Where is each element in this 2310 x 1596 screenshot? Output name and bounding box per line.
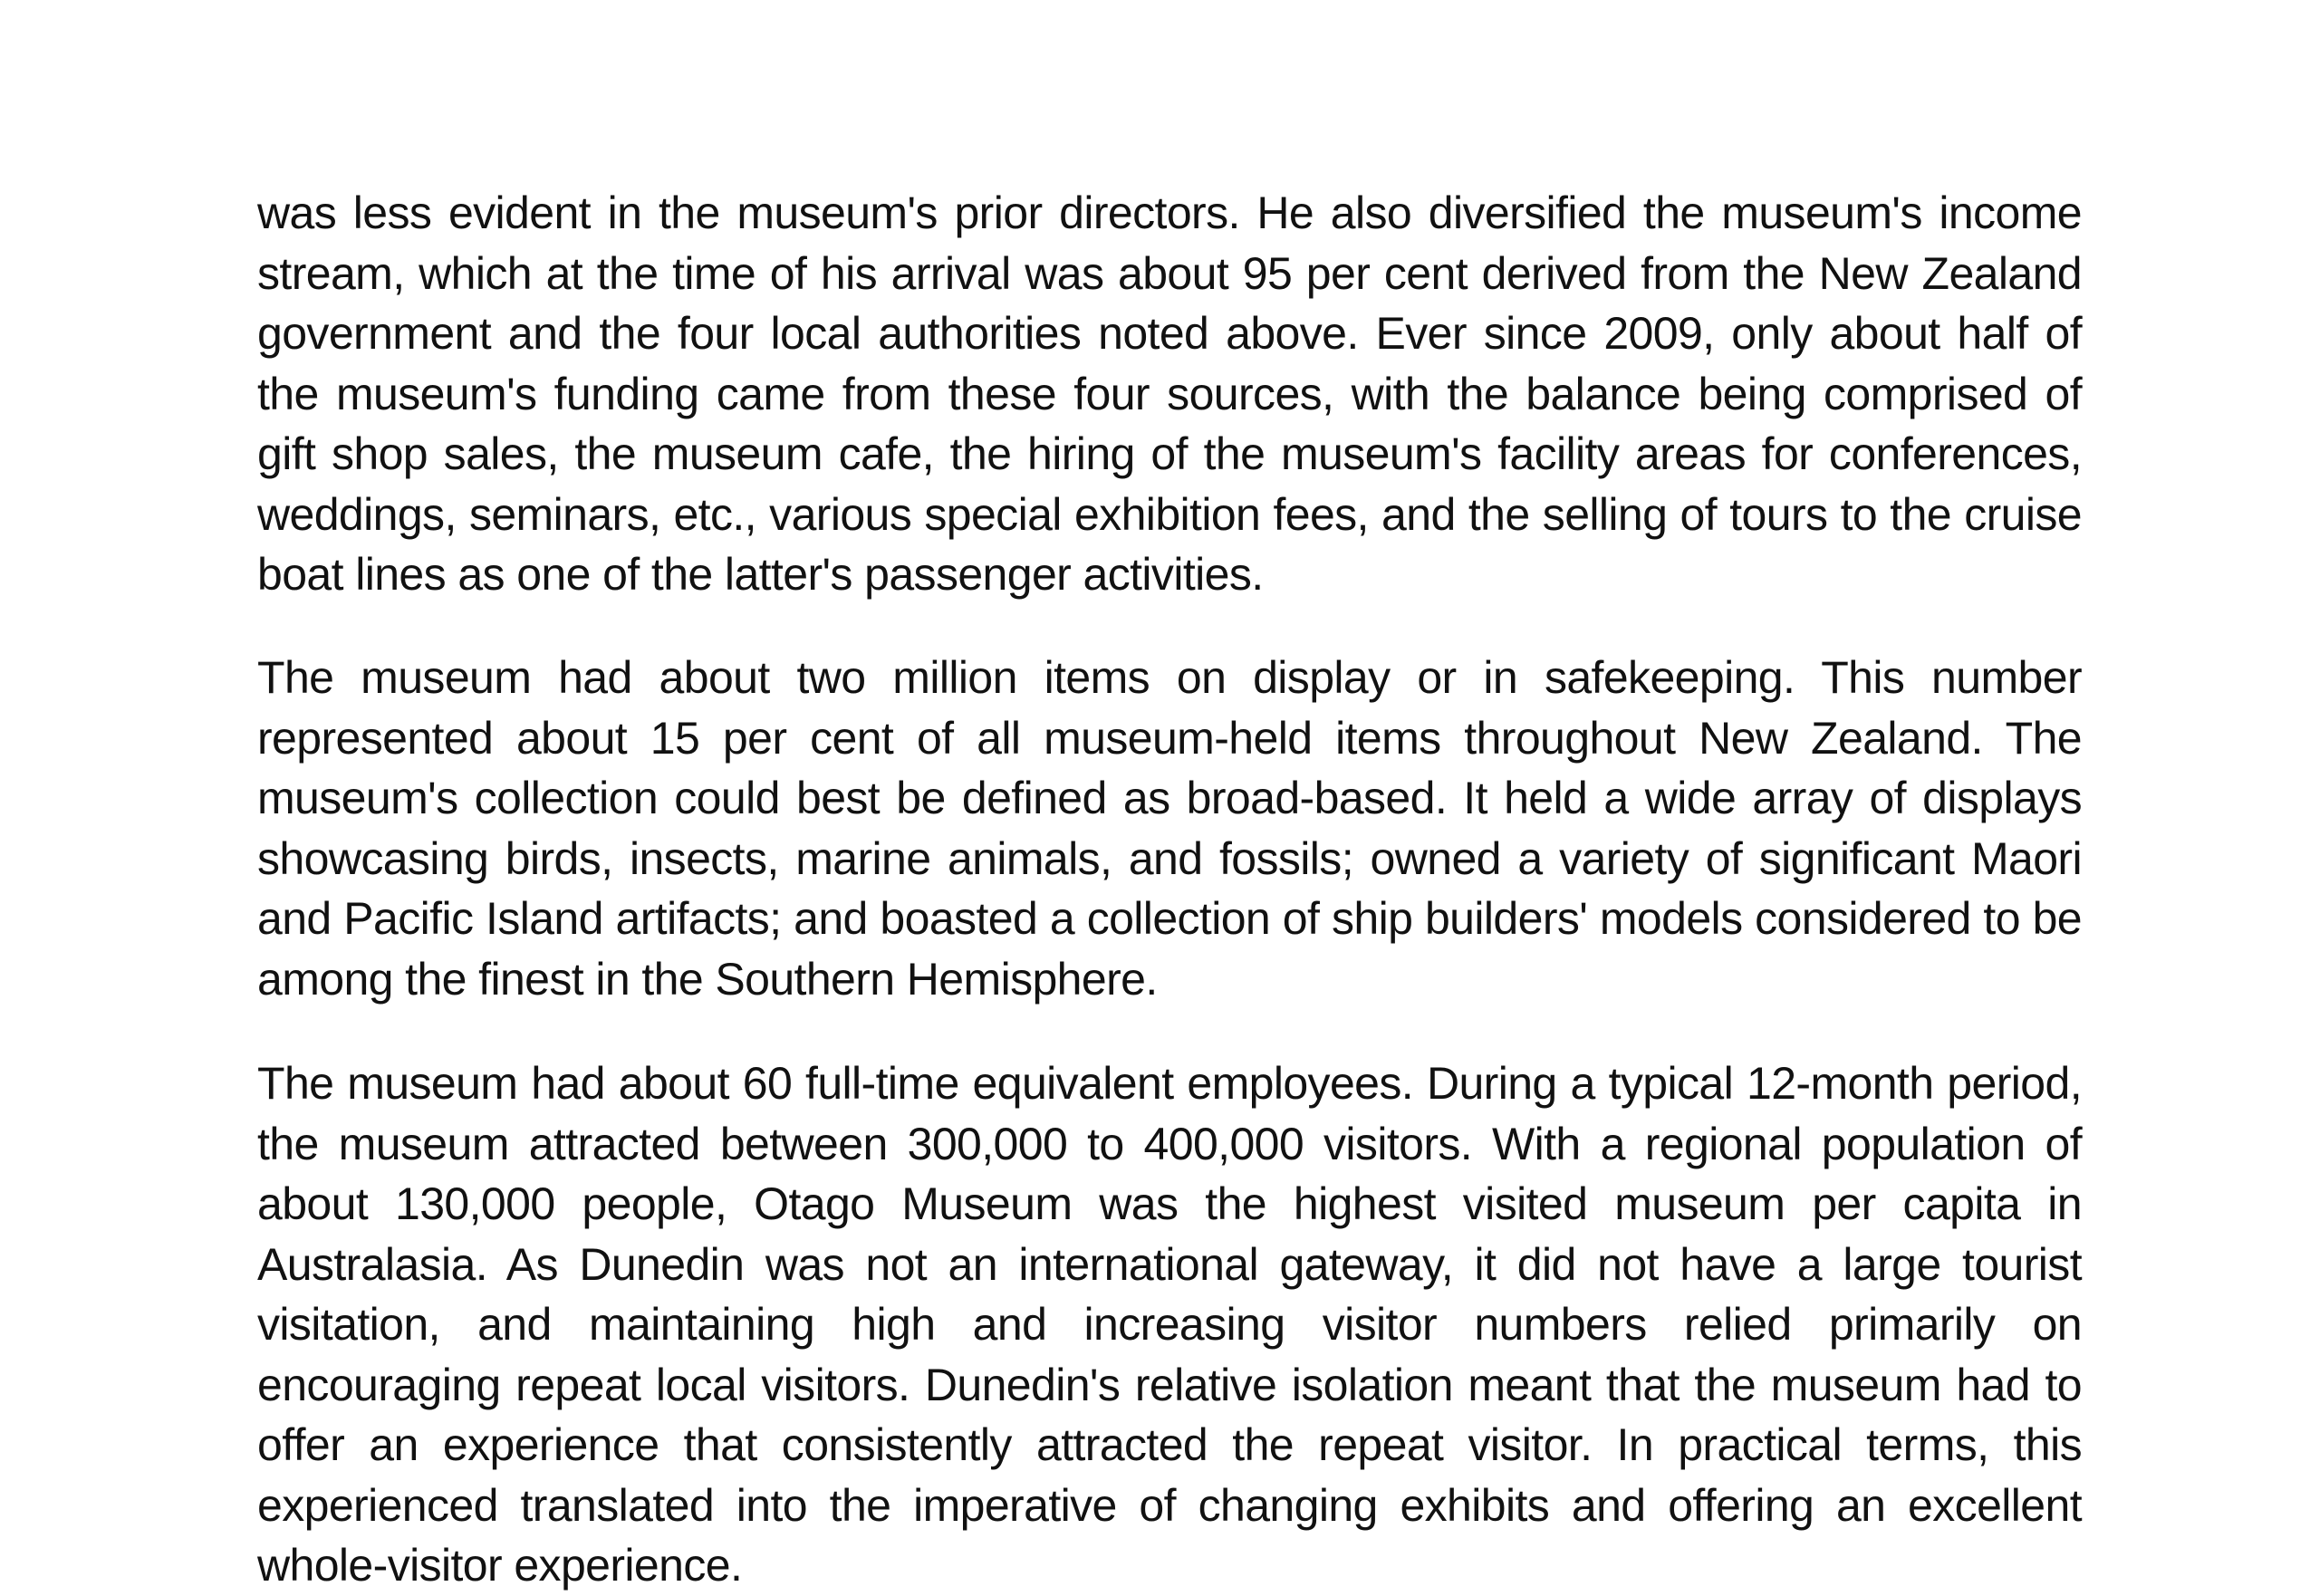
paragraph-3 [257, 1053, 2082, 1596]
paragraph-2 [257, 648, 2082, 1009]
paragraph-2-text: The museum had about two million items on display or in safekeeping. This number represented about 15 per cent of all museum-held items throughout New Zealand. The museum's collection could best be defined as broad-based. It held a wide array of displays showcasing birds, insects, marine animals, and fossils; owned a variety of significant Maori and Pacific Island artifacts; and boasted a collection of ship builders' models considered to be among the finest in the Southern Hemisphere. [257, 652, 2082, 1005]
paragraph-3-text: The museum had about 60 full-time equivalent employees. During a typical 12-month period, the museum attracted between 300,000 to 400,000 visitors. With a regional population of about 130,000 people, Otago Museum was the highest visited museum per capita in Australasia. As Dunedin was not an international gateway, it did not have a large tourist visitation, and maintaining high and increasing visitor numbers relied primarily on encouraging repeat local visitors. Dunedin's relative isolation meant that the museum had to offer an experience that consistently attracted the repeat visitor. In practical terms, this experienced translated into the imperative of changing exhibits and offering an excellent whole-visitor experience. [257, 1058, 2082, 1591]
paragraph-1-text: was less evident in the museum's prior directors. He also diversified the museum's income stream, which at the time of his arrival was about 95 per cent derived from the New Zealand government and the four local authorities noted above. Ever since 2009, only about half of the museum's funding came from these four sources, with the balance being comprised of gift shop sales, the museum cafe, the hiring of the museum's facility areas for conferences, weddings, seminars, etc., various special exhibition fees, and the selling of tours to the cruise boat lines as one of the latter's passenger activities. [257, 187, 2082, 600]
paragraph-1 [257, 183, 2082, 605]
